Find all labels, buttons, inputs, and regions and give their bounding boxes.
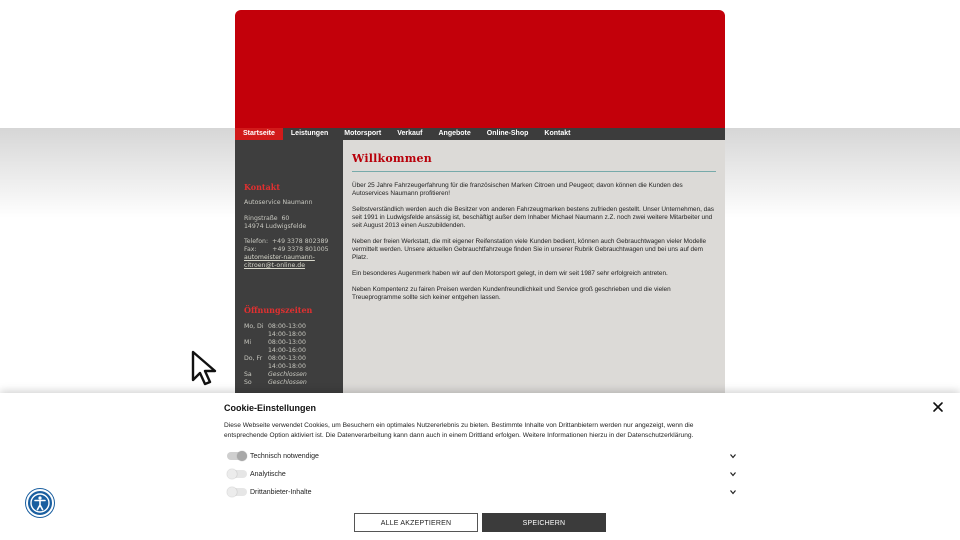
main-navigation bbox=[235, 128, 725, 140]
hours-day: Mi bbox=[244, 339, 252, 346]
hours-day bbox=[244, 363, 268, 371]
hours-row bbox=[244, 331, 307, 339]
nav-item-verkauf[interactable]: Verkauf bbox=[397, 130, 423, 137]
hours-row bbox=[244, 323, 307, 331]
email-link-line2[interactable]: citroen@t-online.de bbox=[244, 262, 306, 269]
nav-item-angebote[interactable]: Angebote bbox=[438, 130, 471, 137]
cookie-option-third-party bbox=[224, 486, 738, 498]
accept-all-button[interactable]: ALLE AKZEPTIEREN bbox=[354, 513, 478, 532]
mouse-pointer-icon bbox=[190, 350, 224, 386]
hours-day: Sa bbox=[244, 371, 252, 378]
toggle-third-party[interactable] bbox=[227, 488, 247, 496]
chevron-down-icon[interactable] bbox=[728, 469, 738, 479]
content-paragraph: Ein besonderes Augenmerk haben wir auf den Motorsport gelegt, in dem wir seit 1987 sehr erfolgreich antreten. bbox=[352, 270, 668, 278]
hours-time: 14:00-16:00 bbox=[268, 347, 306, 354]
hours-time: 08:00-13:00 bbox=[268, 355, 306, 362]
nav-item-kontakt[interactable]: Kontakt bbox=[544, 130, 571, 137]
website-page bbox=[235, 10, 725, 410]
toggle-knob bbox=[227, 487, 237, 497]
nav-item-motorsport[interactable]: Motorsport bbox=[344, 130, 382, 137]
close-icon[interactable] bbox=[932, 401, 944, 413]
cookie-title: Cookie-Einstellungen bbox=[224, 403, 317, 413]
hours-time: 14:00-18:00 bbox=[268, 331, 306, 338]
hours-row bbox=[244, 347, 307, 355]
hours-row bbox=[244, 379, 307, 387]
cookie-banner bbox=[0, 393, 960, 540]
hours-time: Geschlossen bbox=[268, 379, 307, 386]
save-button[interactable]: SPEICHERN bbox=[482, 513, 606, 532]
toggle-knob bbox=[237, 451, 247, 461]
hours-time: 14:00-18:00 bbox=[268, 363, 306, 370]
page-title: Willkommen bbox=[352, 152, 716, 172]
cookie-option-label: Drittanbieter-Inhalte bbox=[250, 488, 312, 496]
chevron-down-icon[interactable] bbox=[728, 451, 738, 461]
toggle-analytics[interactable] bbox=[227, 470, 247, 478]
toggle-knob bbox=[227, 469, 237, 479]
nav-item-startseite[interactable]: Startseite bbox=[235, 128, 283, 140]
hours-day bbox=[244, 347, 268, 355]
toggle-technical[interactable] bbox=[227, 452, 247, 460]
cookie-description: Diese Webseite verwendet Cookies, um Besuchern ein optimales Nutzererlebnis zu bieten. Bestimmte Inhalte von Drittanbietern werden nur angezeigt, wenn die entsprechende Option aktiviert ist. Die Datenverarbeitung kann dann auch in einem Drittland erfolgen. Weitere Informationen hierzu in der Datenschutzerklärung. bbox=[224, 422, 694, 439]
city-address: 14974 Ludwigsfelde bbox=[244, 223, 307, 230]
hours-day: Do, Fr bbox=[244, 355, 263, 362]
nav-item-online-shop[interactable]: Online-Shop bbox=[486, 130, 529, 137]
content-paragraph: Über 25 Jahre Fahrzeugerfahrung für die französischen Marken Citroen und Peugeot; davon können die Kunden des Autoservices Naumann profitieren! bbox=[352, 182, 683, 198]
content-paragraph: Neben der freien Werkstatt, die mit eigener Reifenstation viele Kunden bedient, können auch Gebrauchtwagen vieler Modelle vermittelt werden. Unsere aktuellen Gebrauchtfahrzeuge finden Sie in unserer Rubrik Gebrauchtwagen und bei uns auf dem Platz. bbox=[352, 238, 707, 262]
hours-row bbox=[244, 355, 307, 363]
accessibility-button[interactable] bbox=[26, 489, 54, 517]
content-paragraph: Selbstverständlich werden auch die Besitzer von anderen Fahrzeugmarken bestens zufrieden gestellt. Unser Unternehmen, das seit 1991 in Ludwigsfelde ansässig ist, beschäftigt außer dem Inhaber Michael Naumann z.Z. noch zwei weitere Mitarbeiter und seit August 2013 einen Auszubildenden. bbox=[352, 205, 714, 230]
cookie-option-label: Analytische bbox=[250, 470, 286, 478]
hours-time: Geschlossen bbox=[268, 371, 307, 378]
hours-row bbox=[244, 339, 307, 347]
sidebar bbox=[235, 140, 343, 410]
hours-time: 08:00-13:00 bbox=[268, 323, 306, 330]
content-paragraph: Neben Kompentenz zu fairen Preisen werden Kundenfreundlichkeit und Service groß geschrieben und die vielen Treueprogramme sollte sich keiner entgehen lassen. bbox=[352, 285, 671, 302]
fax-number: Fax: +49 3378 801005 bbox=[244, 246, 329, 253]
hours-day bbox=[244, 331, 268, 339]
phone-number: Telefon: +49 3378 802389 bbox=[244, 238, 329, 245]
hours-day: Mo, Di bbox=[244, 323, 264, 330]
hours-row bbox=[244, 371, 307, 379]
company-name: Autoservice Naumann bbox=[244, 199, 313, 206]
nav-item-leistungen[interactable]: Leistungen bbox=[290, 130, 329, 137]
email-link-line1[interactable]: automeister-naumann- bbox=[244, 254, 315, 261]
cookie-option-analytics bbox=[224, 468, 738, 480]
accessibility-icon bbox=[28, 491, 52, 515]
hours-day: So bbox=[244, 379, 252, 386]
hours-time: 08:00-13:00 bbox=[268, 339, 306, 346]
opening-hours bbox=[244, 323, 307, 387]
main-content bbox=[343, 140, 725, 410]
chevron-down-icon[interactable] bbox=[728, 487, 738, 497]
hours-row bbox=[244, 363, 307, 371]
cookie-option-technical bbox=[224, 450, 738, 462]
cookie-option-label: Technisch notwendige bbox=[250, 452, 319, 460]
street-address: Ringstraße 60 bbox=[244, 215, 290, 222]
header-banner bbox=[235, 10, 725, 128]
contact-heading: Kontakt bbox=[244, 182, 281, 192]
hours-heading: Öffnungszeiten bbox=[244, 305, 313, 315]
